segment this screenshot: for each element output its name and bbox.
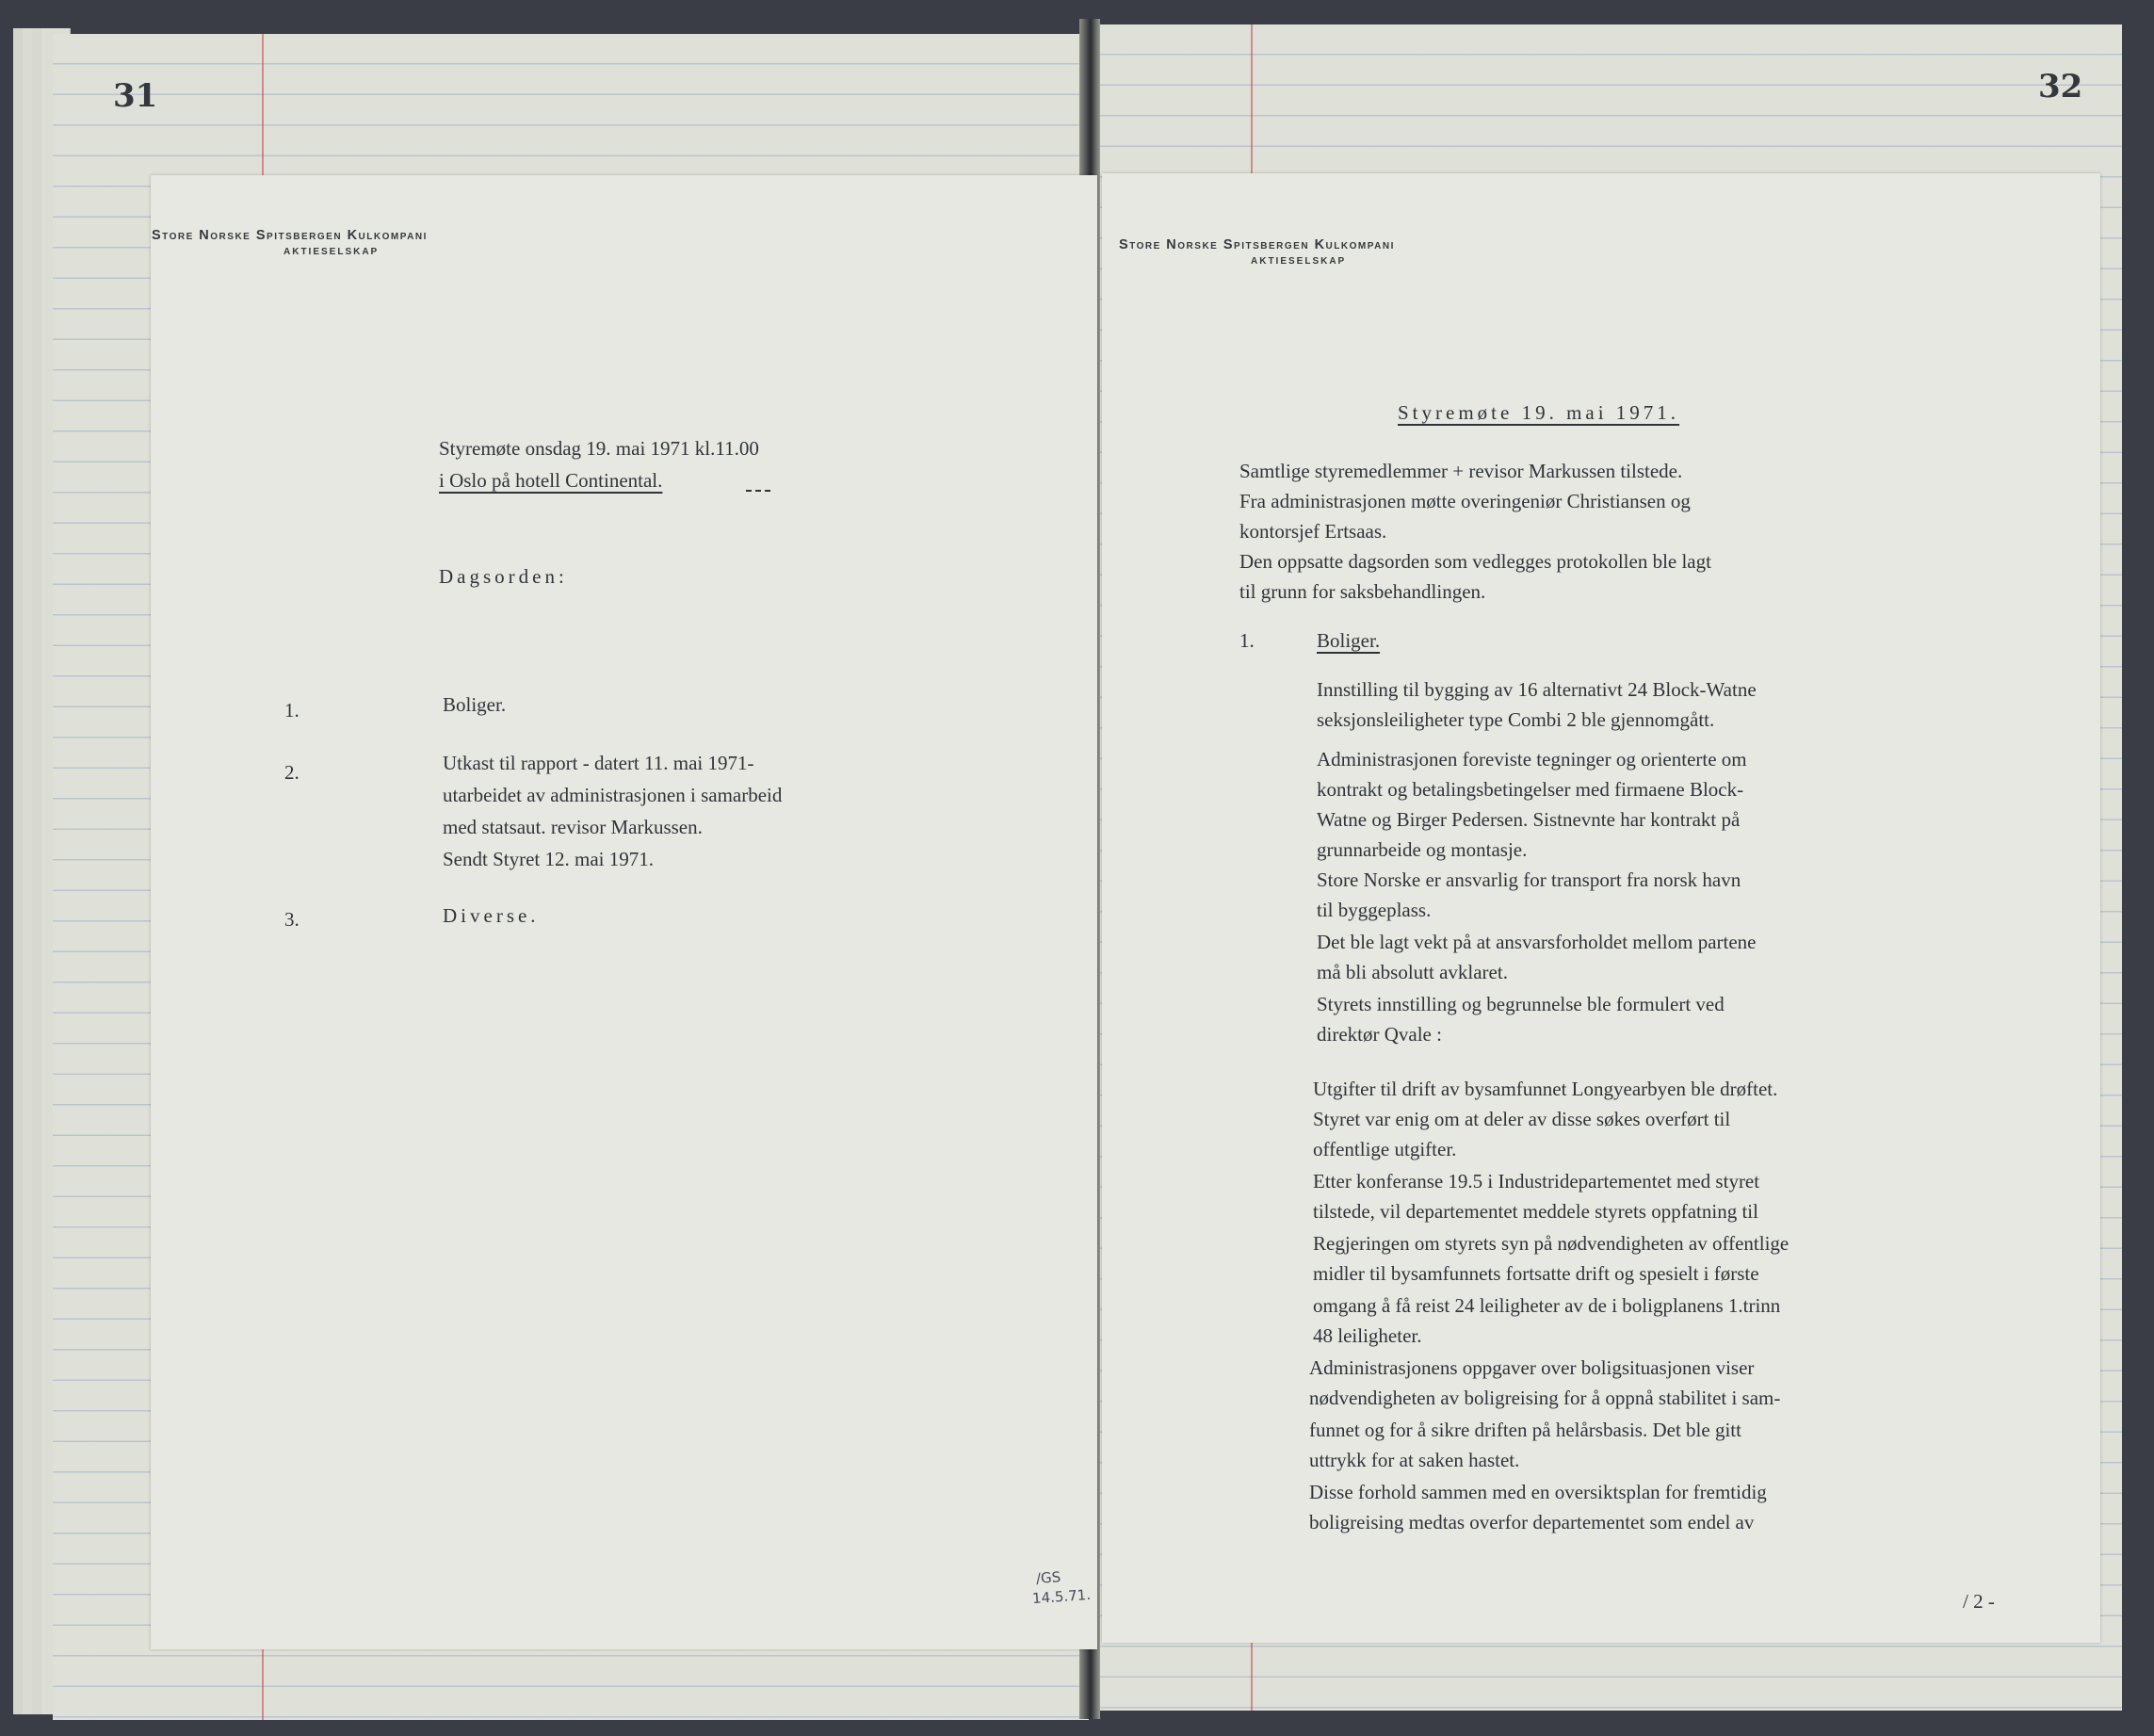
minutes-body-line: Styrets innstilling og begrunnelse ble formulert ved: [1317, 993, 1725, 1015]
typed-sheet-right: [1102, 173, 2100, 1643]
minutes-body-line: funnet og for å sikre driften på helårsbasis. Det ble gitt: [1309, 1419, 1741, 1441]
minutes-body-line: seksjonsleiligheter type Combi 2 ble gjennomgått.: [1317, 708, 1715, 731]
minutes-item-title: Boliger.: [1317, 629, 1381, 652]
letterhead: [152, 228, 428, 257]
minutes-intro-line: kontorsjef Ertsaas.: [1239, 520, 1387, 543]
agenda-item-text: Diverse.: [443, 904, 540, 927]
company-name: Store Norske Spitsbergen Kulkompani: [152, 228, 428, 243]
minutes-intro-line: Fra administrasjonen møtte overingeniør Christiansen og: [1239, 490, 1691, 512]
meeting-title-line1: Styremøte onsdag 19. mai 1971 kl.11.00: [439, 437, 759, 460]
minutes-intro-line: Den oppsatte dagsorden som vedlegges protokollen ble lagt: [1239, 550, 1711, 573]
agenda-item-text: Boliger.: [443, 693, 507, 716]
minutes-body-line: til byggeplass.: [1317, 899, 1432, 921]
company-name: Store Norske Spitsbergen Kulkompani: [1119, 237, 1395, 252]
minutes-body-line: Administrasjonens oppgaver over boligsituasjonen viser: [1309, 1356, 1755, 1379]
minutes-body-line: 48 leiligheter.: [1313, 1324, 1422, 1347]
minutes-body-line: kontrakt og betalingsbetingelser med firmaene Block-: [1317, 778, 1744, 801]
minutes-body-line: må bli absolutt avklaret.: [1317, 961, 1508, 983]
minutes-body-line: omgang å få reist 24 leiligheter av de i boligplanens 1.trinn: [1313, 1294, 1781, 1317]
minutes-body-line: Styret var enig om at deler av disse søkes overført til: [1313, 1108, 1731, 1130]
company-form: AKTIESELSKAP: [283, 247, 380, 257]
agenda-item-number: 2.: [284, 761, 300, 784]
minutes-body-line: Disse forhold sammen med en oversiktsplan for fremtidig: [1309, 1481, 1767, 1503]
minutes-item-number: 1.: [1239, 629, 1255, 652]
minutes-body-line: nødvendigheten av boligreising for å oppnå stabilitet i sam-: [1309, 1387, 1781, 1409]
letterhead: [1119, 237, 1395, 267]
minutes-body-line: Store Norske er ansvarlig for transport fra norsk havn: [1317, 868, 1741, 891]
minutes-heading: Styremøte 19. mai 1971.: [1398, 401, 1680, 424]
minutes-body-line: tilstede, vil departementet meddele styrets oppfatning til: [1313, 1200, 1758, 1223]
minutes-body-line: Administrasjonen foreviste tegninger og orienterte om: [1317, 748, 1747, 771]
meeting-title-underline-tail: [746, 471, 770, 492]
minutes-body-line: Etter konferanse 19.5 i Industridepartementet med styret: [1313, 1170, 1760, 1192]
agenda-item-number: 3.: [284, 908, 300, 931]
agenda-item-text: med statsaut. revisor Markussen.: [443, 816, 703, 838]
minutes-body-line: offentlige utgifter.: [1313, 1138, 1457, 1160]
minutes-body-line: Regjeringen om styrets syn på nødvendigheten av offentlige: [1313, 1232, 1790, 1255]
continuation-marker: / 2 -: [1963, 1590, 1995, 1613]
page-number-left: 31: [113, 77, 158, 115]
minutes-body-line: grunnarbeide og montasje.: [1317, 838, 1528, 861]
minutes-body-line: boligreising medtas overfor departementet som endel av: [1309, 1511, 1755, 1533]
minutes-body-line: Utgifter til drift av bysamfunnet Longyearbyen ble drøftet.: [1313, 1078, 1778, 1100]
meeting-title-line2: i Oslo på hotell Continental.: [439, 469, 663, 492]
handwritten-initials: /GS: [1035, 1568, 1061, 1587]
typed-sheet-left: [151, 175, 1097, 1649]
company-form: AKTIESELSKAP: [1251, 256, 1347, 267]
minutes-body-line: uttrykk for at saken hastet.: [1309, 1449, 1520, 1471]
minutes-body-line: Innstilling til bygging av 16 alternativt 24 Block-Watne: [1317, 678, 1757, 701]
agenda-item-number: 1.: [284, 699, 300, 722]
handwritten-date: 14.5.71.: [1031, 1585, 1092, 1608]
agenda-item-text: Utkast til rapport - datert 11. mai 1971-: [443, 752, 754, 774]
minutes-body-line: midler til bysamfunnets fortsatte drift og spesielt i første: [1313, 1262, 1759, 1285]
agenda-heading: Dagsorden:: [439, 565, 568, 588]
minutes-body-line: Watne og Birger Pedersen. Sistnevnte har kontrakt på: [1317, 808, 1741, 831]
minutes-body-line: Det ble lagt vekt på at ansvarsforholdet mellom partene: [1317, 931, 1757, 953]
agenda-item-text: Sendt Styret 12. mai 1971.: [443, 848, 654, 870]
minutes-body-line: direktør Qvale :: [1317, 1023, 1442, 1046]
minutes-intro-line: Samtlige styremedlemmer + revisor Markussen tilstede.: [1239, 460, 1683, 482]
agenda-item-text: utarbeidet av administrasjonen i samarbeid: [443, 784, 783, 806]
page-number-right: 32: [2038, 68, 2083, 105]
minutes-intro-line: til grunn for saksbehandlingen.: [1239, 580, 1486, 603]
